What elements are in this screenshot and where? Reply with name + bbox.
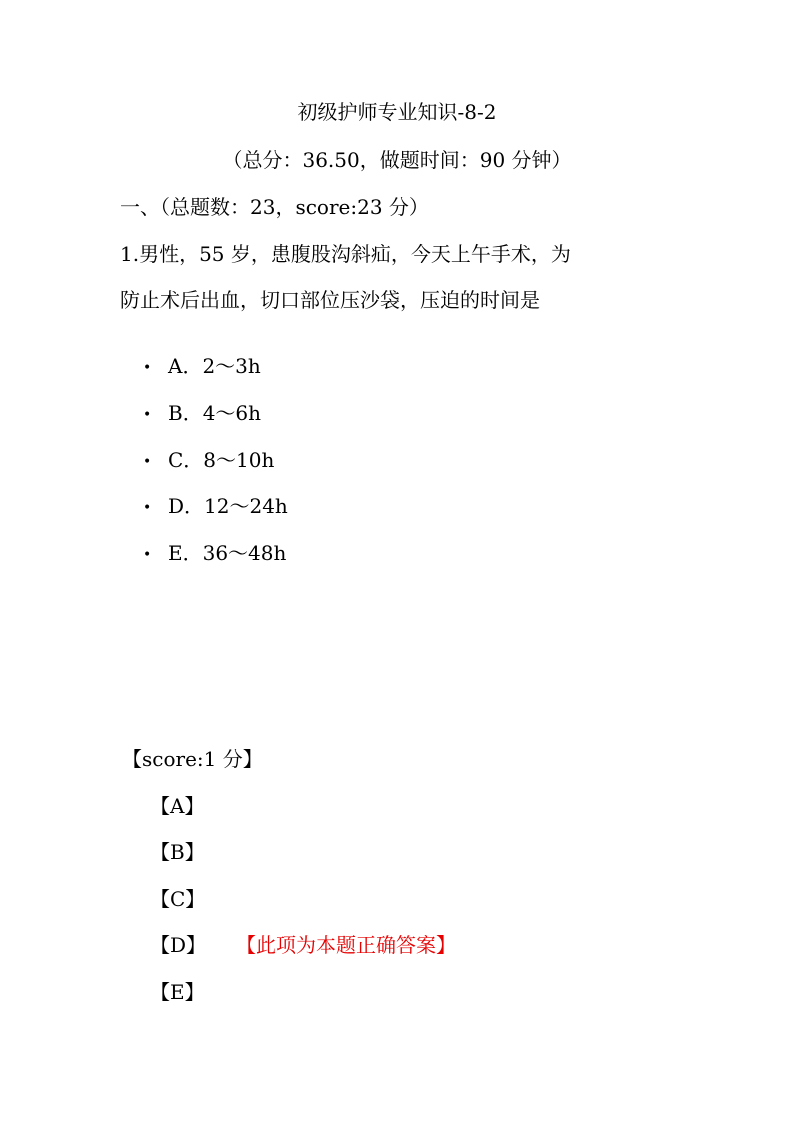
bullet-icon: • [143, 453, 152, 470]
option-d[interactable] [143, 492, 288, 522]
answer-c [150, 885, 205, 913]
answer-a [150, 792, 204, 820]
section-heading: 一、（总题数：23，score:23 分） [120, 195, 429, 219]
answer-e [150, 978, 205, 1006]
bullet-icon: • [143, 546, 152, 563]
correct-answer-mark: 【此项为本题正确答案】 [236, 933, 456, 957]
bullet-icon: • [143, 499, 152, 516]
answer-label: 【D】 [150, 933, 207, 957]
answer-label: 【C】 [150, 887, 206, 911]
option-e[interactable] [143, 539, 286, 569]
option-label: B．4～6h [168, 401, 262, 425]
option-label: C．8～10h [168, 448, 275, 472]
answer-label: 【B】 [150, 840, 205, 864]
option-label: E．36～48h [168, 541, 287, 565]
bullet-icon: • [143, 359, 152, 376]
option-a[interactable] [143, 352, 261, 382]
answer-d [150, 931, 456, 959]
answer-label: 【A】 [150, 794, 205, 818]
answer-label: 【E】 [150, 980, 205, 1004]
page-title: 初级护师专业知识-8-2 [297, 100, 497, 124]
option-label: A．2～3h [168, 354, 261, 378]
answer-b [150, 838, 205, 866]
option-b[interactable] [143, 399, 261, 429]
question-text-line1: 1.男性，55 岁，患腹股沟斜疝，今天上午手术，为 [120, 242, 571, 266]
option-c[interactable] [143, 446, 274, 476]
option-label: D．12～24h [168, 494, 288, 518]
question-text-line2: 防止术后出血，切口部位压沙袋，压迫的时间是 [120, 288, 540, 312]
page-subtitle: （总分：36.50，做题时间：90 分钟） [222, 148, 572, 172]
question-score: 【score:1 分】 [122, 747, 263, 771]
bullet-icon: • [143, 406, 152, 423]
